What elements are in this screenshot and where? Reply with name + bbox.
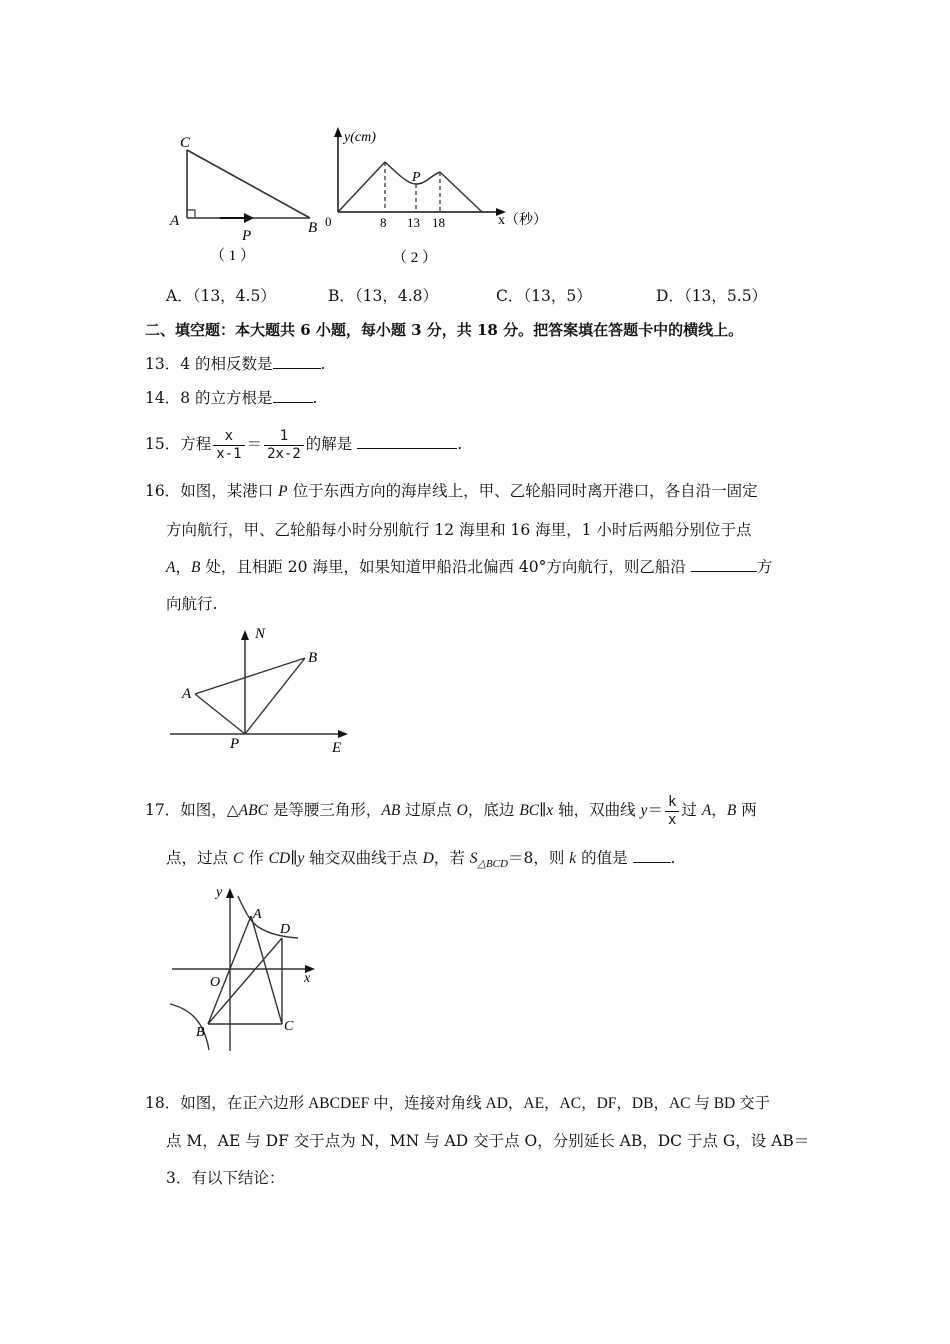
fig2-tick-13: 13: [407, 215, 420, 230]
q12-option-d: D．（13，5.5）: [656, 287, 768, 305]
question-18-line-1: 18．如图，在正六边形 ABCDEF 中，连接对角线 AD，AE，AC，DF，DB，AC 与 BD 交于: [145, 1094, 771, 1112]
fig2-point-p: P: [412, 170, 421, 185]
q12-option-c: C．（13，5）: [496, 287, 592, 305]
fig17-label-a: A: [253, 907, 262, 922]
q14-answer-blank[interactable]: [273, 388, 313, 403]
question-16-line-4: 向航行.: [166, 595, 218, 613]
figure-2-graph: [322, 124, 554, 272]
figure-16-navigation: [160, 622, 360, 758]
section-2-heading: 二、填空题：本大题共 6 小题，每小题 3 分，共 18 分。把答案填在答题卡中的横线上。: [145, 321, 744, 339]
figure-1-triangle: [160, 128, 330, 268]
question-16-line-1: 16．如图，某港口 P 位于东西方向的海岸线上，甲、乙轮船同时离开港口，各自沿一固定: [145, 482, 758, 500]
question-15: 15．方程 $\frac{x}{x-1}$ ＝ $\frac{1}{2x-2}$ 的解是 .: [145, 427, 463, 462]
fig17-label-c: C: [284, 1019, 294, 1034]
fig1-label-b: B: [308, 220, 318, 236]
fig17-label-x: x: [304, 971, 311, 986]
q17-fraction-k-over-x: $\frac{k}{x}$: [665, 794, 679, 829]
q17-answer-blank[interactable]: [633, 848, 671, 863]
question-16-line-3: A，B 处，且相距 20 海里，如果知道甲船沿北偏西 40°方向航行，则乙船沿 方: [166, 558, 773, 576]
fig16-label-e: E: [332, 740, 342, 756]
q15-fraction-2: $\frac{1}{2x-2}$: [264, 428, 304, 463]
figure-17-hyperbola: [160, 876, 330, 1056]
q15-answer-blank[interactable]: [357, 434, 457, 449]
question-18-line-2: 点 M，AE 与 DF 交于点为 N，MN 与 AD 交于点 O，分别延长 AB，DC 于点 G，设 AB＝: [166, 1132, 810, 1150]
question-17-line-1: 17．如图，△ABC 是等腰三角形，AB 过原点 O，底边 BC∥x 轴，双曲线 y＝ $\frac{k}{x}$ 过 A，B 两: [145, 793, 757, 828]
fig16-label-p: P: [230, 736, 240, 752]
q16-answer-blank[interactable]: [691, 557, 757, 572]
question-17-line-2: 点，过点 C 作 CD∥y 轴交双曲线于点 D，若 $S_{\triangle BCD}=8$，则 k 的值是 .: [166, 849, 676, 871]
fig1-label-p: P: [242, 228, 252, 244]
question-18-line-3: 3．有以下结论：: [166, 1169, 285, 1187]
question-13: 13．4 的相反数是 .: [145, 355, 326, 373]
q13-answer-blank[interactable]: [273, 354, 321, 369]
fig2-tick-18: 18: [432, 215, 445, 230]
q15-fraction-1: $\frac{x}{x-1}$: [213, 428, 244, 463]
fig2-origin: 0: [325, 214, 332, 229]
fig16-label-b: B: [308, 650, 318, 666]
fig16-label-n: N: [255, 626, 266, 642]
fig17-label-o: O: [210, 975, 221, 990]
fig2-tick-8: 8: [380, 215, 387, 230]
q12-option-a: A．（13，4.5）: [166, 287, 276, 305]
q12-option-b: B．（13，4.8）: [328, 287, 439, 305]
fig1-label-a: A: [170, 213, 180, 229]
fig16-label-a: A: [182, 686, 192, 702]
question-14: 14．8 的立方根是 .: [145, 389, 318, 407]
fig2-y-label: y(cm): [344, 130, 376, 145]
fig17-label-y: y: [216, 885, 223, 900]
fig1-caption: （ 1 ）: [210, 248, 256, 264]
fig17-label-d: D: [280, 922, 291, 937]
fig2-x-label: x（秒）: [498, 213, 547, 228]
fig1-label-c: C: [180, 135, 191, 151]
fig17-label-b: B: [196, 1025, 205, 1040]
question-16-line-2: 方向航行，甲、乙轮船每小时分别航行 12 海里和 16 海里，1 小时后两船分别位于点: [166, 521, 752, 539]
fig2-caption: （ 2 ）: [392, 250, 438, 266]
